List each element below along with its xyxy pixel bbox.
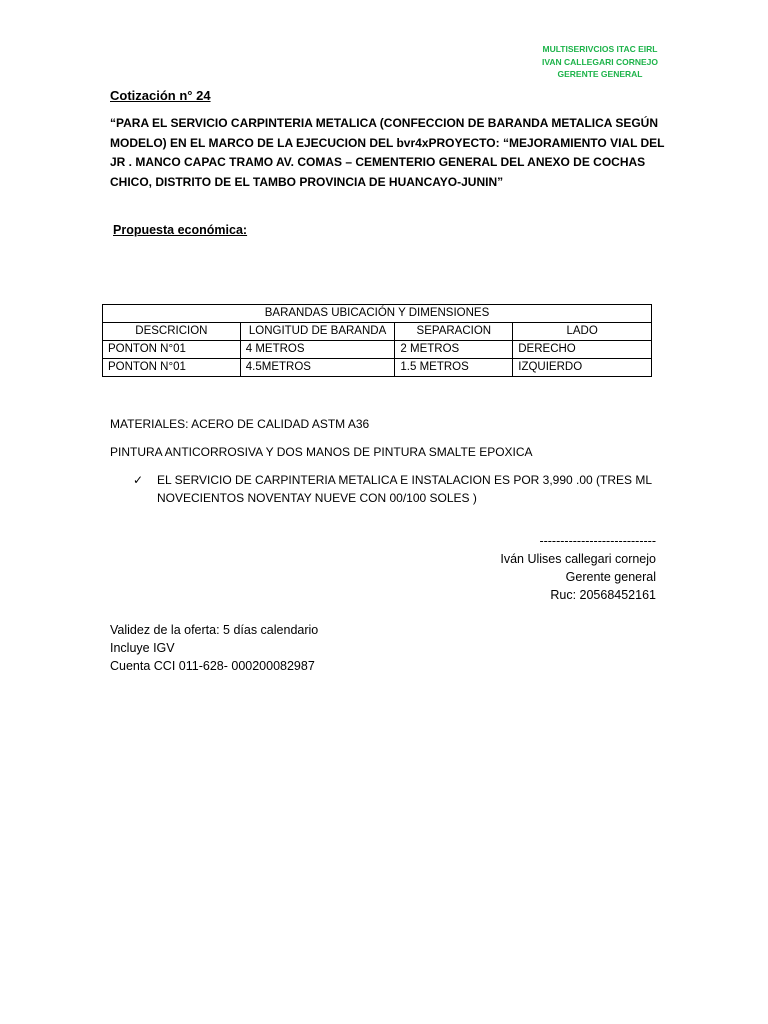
quote-title: Cotización n° 24 xyxy=(110,88,211,103)
cell-side: DERECHO xyxy=(513,341,652,359)
quote-intro: “PARA EL SERVICIO CARPINTERIA METALICA (CONFECCION DE BARANDA METALICA SEGÚN MODELO) EN EL MARCO DE LA EJECUCION DEL bvr4xPROYECTO: “MEJORAMIENTO VIAL DEL JR . MANCO CAPAC TRAMO AV. COMAS – CEMENTERIO GENERAL DEL ANEXO DE COCHAS CHICO, DISTRITO DE EL TAMBO PROVINCIA DE HUANCAYO-JUNIN” xyxy=(110,116,665,189)
materials-line: MATERIALES: ACERO DE CALIDAD ASTM A36 xyxy=(110,417,370,431)
company-header xyxy=(520,43,680,81)
company-name: MULTISERIVCIOS ITAC EIRL xyxy=(542,44,658,54)
table-row xyxy=(103,359,652,377)
service-price-line-1: EL SERVICIO DE CARPINTERIA METALICA E INSTALACION ES POR 3,990 .00 (TRES ML xyxy=(157,473,653,487)
proposal-heading: Propuesta económica: xyxy=(113,223,248,237)
signature-line: ---------------------------- xyxy=(539,534,656,548)
cell-length: 4 METROS xyxy=(240,341,395,359)
checkmark-icon: ✓ xyxy=(133,473,144,487)
service-price-line-2: NOVECIENTOS NOVENTAY NUEVE CON 00/100 SOLES ) xyxy=(157,491,477,505)
service-price-item xyxy=(133,471,673,507)
signer-role: Gerente general xyxy=(565,570,656,584)
cell-separation: 1.5 METROS xyxy=(395,359,513,377)
signer-ruc: Ruc: 20568452161 xyxy=(550,588,656,602)
column-header-separation: SEPARACION xyxy=(395,323,513,341)
cell-description: PONTON N°01 xyxy=(103,359,241,377)
footer-notes xyxy=(110,621,318,675)
paint-line: PINTURA ANTICORROSIVA Y DOS MANOS DE PINTURA SMALTE EPOXICA xyxy=(110,445,533,459)
column-header-side: LADO xyxy=(513,323,652,341)
cell-separation: 2 METROS xyxy=(395,341,513,359)
bank-account: Cuenta CCI 011-628- 000200082987 xyxy=(110,659,315,673)
table-row xyxy=(103,341,652,359)
company-role: GERENTE GENERAL xyxy=(557,69,643,79)
cell-description: PONTON N°01 xyxy=(103,341,241,359)
offer-validity: Validez de la oferta: 5 días calendario xyxy=(110,623,319,637)
signature-block xyxy=(500,532,656,604)
cell-side: IZQUIERDO xyxy=(513,359,652,377)
column-header-length: LONGITUD DE BARANDA xyxy=(240,323,395,341)
igv-note: Incluye IGV xyxy=(110,641,175,655)
cell-length: 4.5METROS xyxy=(240,359,395,377)
table-header-row xyxy=(103,323,652,341)
company-owner: IVAN CALLEGARI CORNEJO xyxy=(541,56,659,67)
table-caption-row xyxy=(103,305,652,323)
column-header-description: DESCRICION xyxy=(103,323,241,341)
table-caption: BARANDAS UBICACIÓN Y DIMENSIONES xyxy=(103,305,652,323)
signer-name: Iván Ulises callegari cornejo xyxy=(500,552,656,566)
dimensions-table xyxy=(102,304,652,377)
